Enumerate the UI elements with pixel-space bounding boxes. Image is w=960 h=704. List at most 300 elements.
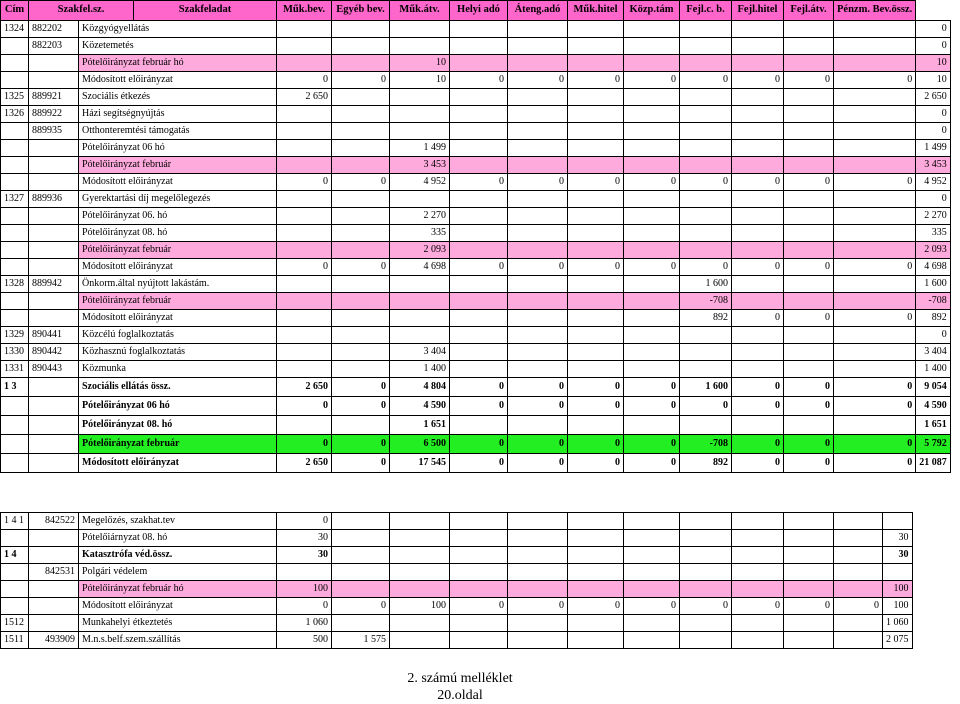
cell-muk-bev[interactable]: 2 650 xyxy=(277,378,332,397)
cell-egyeb-bev[interactable]: 0 xyxy=(332,72,390,89)
cell-muk-bev[interactable]: 30 xyxy=(277,530,332,547)
cell-cim[interactable] xyxy=(1,72,29,89)
cell-cim[interactable] xyxy=(1,598,29,615)
cell-fejl-hitel[interactable] xyxy=(732,157,784,174)
header-fejl-atv[interactable]: Fejl.átv. xyxy=(784,1,834,21)
cell-bev-ossz[interactable]: 30 xyxy=(883,530,913,547)
cell-szakfel[interactable]: 842522 xyxy=(29,513,79,530)
cell-empty[interactable] xyxy=(834,632,883,649)
cell-szakfeladat[interactable]: Módosított előirányzat xyxy=(79,310,277,327)
cell-helyi-ado[interactable] xyxy=(450,293,508,310)
cell-fejl-hitel[interactable]: 0 xyxy=(732,378,784,397)
cell-muk-bev[interactable]: 0 xyxy=(277,435,332,454)
cell-kozp-tam[interactable]: 0 xyxy=(624,259,680,276)
cell-szakfeladat[interactable]: Pótelőiárnyzat 08. hó xyxy=(79,530,277,547)
cell-fejl-hitel[interactable] xyxy=(732,361,784,378)
cell-fejl-atv[interactable] xyxy=(784,55,834,72)
cell-szakfeladat[interactable]: Pótelőirányzat 06. hó xyxy=(79,208,277,225)
cell-egyeb-bev[interactable] xyxy=(332,547,390,564)
cell-empty[interactable] xyxy=(508,615,568,632)
cell-kozp-tam[interactable]: 0 xyxy=(624,435,680,454)
cell-fejl-hitel[interactable] xyxy=(732,225,784,242)
cell-muk-atv[interactable] xyxy=(390,513,450,530)
cell-muk-atv[interactable] xyxy=(390,89,450,106)
cell-fejl-cb[interactable] xyxy=(680,38,732,55)
cell-fejl-atv[interactable]: 0 xyxy=(784,435,834,454)
cell-muk-bev[interactable] xyxy=(277,140,332,157)
cell-fejl-cb[interactable]: 1 600 xyxy=(680,276,732,293)
cell-helyi-ado[interactable]: 0 xyxy=(450,174,508,191)
cell-muk-atv[interactable] xyxy=(390,327,450,344)
cell-penzm[interactable] xyxy=(834,157,916,174)
cell-fejl-atv[interactable] xyxy=(784,123,834,140)
cell-muk-atv[interactable] xyxy=(390,581,450,598)
cell-ateng-ado[interactable] xyxy=(508,293,568,310)
cell-szakfeladat[interactable]: Szociális étkezés xyxy=(79,89,277,106)
cell-muk-hitel[interactable] xyxy=(568,157,624,174)
cell-muk-hitel[interactable]: 0 xyxy=(568,259,624,276)
cell-bev-ossz[interactable]: 2 075 xyxy=(883,632,913,649)
cell-helyi-ado[interactable] xyxy=(450,191,508,208)
cell-penzm[interactable] xyxy=(834,140,916,157)
cell-muk-hitel[interactable] xyxy=(568,21,624,38)
cell-fejl-atv[interactable]: 0 xyxy=(784,397,834,416)
cell-szakfeladat[interactable]: Közmunka xyxy=(79,361,277,378)
cell-muk-bev[interactable] xyxy=(277,123,332,140)
cell-cim[interactable]: 1326 xyxy=(1,106,29,123)
cell-muk-bev[interactable]: 30 xyxy=(277,547,332,564)
cell-muk-atv[interactable] xyxy=(390,547,450,564)
cell-egyeb-bev[interactable] xyxy=(332,276,390,293)
cell-fejl-hitel[interactable]: 0 xyxy=(732,598,784,615)
cell-muk-atv[interactable] xyxy=(390,276,450,293)
cell-fejl-hitel[interactable] xyxy=(732,106,784,123)
cell-penzm[interactable] xyxy=(834,361,916,378)
cell-fejl-cb[interactable] xyxy=(680,225,732,242)
cell-cim[interactable] xyxy=(1,530,29,547)
cell-muk-bev[interactable] xyxy=(277,310,332,327)
cell-muk-hitel[interactable] xyxy=(568,191,624,208)
cell-egyeb-bev[interactable]: 0 xyxy=(332,435,390,454)
cell-muk-bev[interactable] xyxy=(277,293,332,310)
cell-muk-atv[interactable] xyxy=(390,530,450,547)
cell-szakfeladat[interactable]: Polgári védelem xyxy=(79,564,277,581)
cell-empty[interactable] xyxy=(732,547,784,564)
cell-egyeb-bev[interactable] xyxy=(332,208,390,225)
cell-ateng-ado[interactable] xyxy=(508,416,568,435)
cell-szakfel[interactable]: 890442 xyxy=(29,344,79,361)
cell-empty[interactable] xyxy=(784,530,834,547)
cell-fejl-atv[interactable] xyxy=(784,38,834,55)
cell-muk-bev[interactable]: 0 xyxy=(277,598,332,615)
cell-empty[interactable] xyxy=(568,615,624,632)
cell-muk-bev[interactable] xyxy=(277,208,332,225)
cell-fejl-hitel[interactable] xyxy=(732,276,784,293)
cell-penzm[interactable]: 0 xyxy=(834,598,883,615)
cell-szakfeladat[interactable]: Megelőzés, szakhat.tev xyxy=(79,513,277,530)
cell-penzm[interactable] xyxy=(834,276,916,293)
cell-muk-bev[interactable]: 2 650 xyxy=(277,454,332,473)
cell-bev-ossz[interactable]: 3 404 xyxy=(916,344,951,361)
cell-muk-atv[interactable]: 6 500 xyxy=(390,435,450,454)
cell-muk-atv[interactable]: 1 400 xyxy=(390,361,450,378)
cell-helyi-ado[interactable] xyxy=(450,55,508,72)
cell-ateng-ado[interactable] xyxy=(508,327,568,344)
cell-egyeb-bev[interactable] xyxy=(332,513,390,530)
cell-kozp-tam[interactable]: 0 xyxy=(624,174,680,191)
cell-muk-atv[interactable]: 100 xyxy=(390,598,450,615)
cell-bev-ossz[interactable]: 100 xyxy=(883,581,913,598)
cell-fejl-hitel[interactable] xyxy=(732,416,784,435)
cell-empty[interactable] xyxy=(732,530,784,547)
cell-egyeb-bev[interactable] xyxy=(332,361,390,378)
cell-helyi-ado[interactable]: 0 xyxy=(450,259,508,276)
cell-kozp-tam[interactable] xyxy=(624,208,680,225)
cell-bev-ossz[interactable]: 335 xyxy=(916,225,951,242)
cell-empty[interactable] xyxy=(624,632,680,649)
cell-muk-hitel[interactable] xyxy=(568,242,624,259)
cell-szakfel[interactable] xyxy=(29,581,79,598)
cell-penzm[interactable]: 0 xyxy=(834,378,916,397)
cell-egyeb-bev[interactable]: 0 xyxy=(332,378,390,397)
cell-szakfeladat[interactable]: Közgyógyellátás xyxy=(79,21,277,38)
cell-ateng-ado[interactable]: 0 xyxy=(508,174,568,191)
header-penzm-bev-ossz[interactable] xyxy=(834,1,916,21)
cell-szakfeladat[interactable]: Szociális ellátás össz. xyxy=(79,378,277,397)
cell-penzm[interactable] xyxy=(834,21,916,38)
cell-szakfeladat[interactable]: Házi segítségnyújtás xyxy=(79,106,277,123)
cell-szakfel[interactable] xyxy=(29,615,79,632)
cell-fejl-atv[interactable]: 0 xyxy=(784,454,834,473)
cell-ateng-ado[interactable] xyxy=(508,361,568,378)
cell-helyi-ado[interactable] xyxy=(450,140,508,157)
cell-penzm[interactable]: 0 xyxy=(834,72,916,89)
cell-cim[interactable] xyxy=(1,435,29,454)
cell-bev-ossz[interactable]: 3 453 xyxy=(916,157,951,174)
cell-empty[interactable] xyxy=(450,530,508,547)
cell-muk-atv[interactable] xyxy=(390,191,450,208)
cell-muk-bev[interactable] xyxy=(277,55,332,72)
header-kozp-tam[interactable]: Közp.tám xyxy=(624,1,680,21)
cell-kozp-tam[interactable] xyxy=(624,416,680,435)
cell-szakfel[interactable] xyxy=(29,140,79,157)
cell-empty[interactable] xyxy=(732,564,784,581)
cell-empty[interactable] xyxy=(680,564,732,581)
cell-fejl-atv[interactable] xyxy=(784,276,834,293)
cell-kozp-tam[interactable] xyxy=(624,310,680,327)
cell-szakfel[interactable]: 889942 xyxy=(29,276,79,293)
cell-muk-hitel[interactable]: 0 xyxy=(568,174,624,191)
cell-fejl-cb[interactable] xyxy=(680,106,732,123)
cell-penzm[interactable] xyxy=(834,327,916,344)
cell-cim[interactable]: 1325 xyxy=(1,89,29,106)
cell-kozp-tam[interactable]: 0 xyxy=(624,454,680,473)
cell-empty[interactable] xyxy=(784,547,834,564)
cell-ateng-ado[interactable] xyxy=(508,225,568,242)
cell-ateng-ado[interactable] xyxy=(508,191,568,208)
cell-ateng-ado[interactable]: 0 xyxy=(508,397,568,416)
cell-szakfeladat[interactable]: Közcélú foglalkoztatás xyxy=(79,327,277,344)
cell-szakfel[interactable]: 882203 xyxy=(29,38,79,55)
cell-empty[interactable] xyxy=(834,581,883,598)
cell-empty[interactable] xyxy=(568,513,624,530)
cell-ateng-ado[interactable] xyxy=(508,106,568,123)
header-muk-bev[interactable]: Műk.bev. xyxy=(277,1,332,21)
cell-szakfeladat[interactable]: Módosított előirányzat xyxy=(79,72,277,89)
cell-fejl-cb[interactable] xyxy=(680,327,732,344)
cell-fejl-atv[interactable]: 0 xyxy=(784,598,834,615)
cell-empty[interactable] xyxy=(834,564,883,581)
cell-cim[interactable] xyxy=(1,581,29,598)
cell-fejl-cb[interactable] xyxy=(680,242,732,259)
cell-bev-ossz[interactable]: 0 xyxy=(916,106,951,123)
cell-empty[interactable] xyxy=(784,615,834,632)
cell-cim[interactable] xyxy=(1,310,29,327)
cell-egyeb-bev[interactable] xyxy=(332,530,390,547)
cell-ateng-ado[interactable] xyxy=(508,140,568,157)
cell-bev-ossz[interactable]: 1 400 xyxy=(916,361,951,378)
cell-penzm[interactable] xyxy=(834,191,916,208)
cell-penzm[interactable]: 0 xyxy=(834,310,916,327)
cell-helyi-ado[interactable] xyxy=(450,208,508,225)
cell-muk-atv[interactable]: 3 453 xyxy=(390,157,450,174)
cell-ateng-ado[interactable] xyxy=(508,276,568,293)
cell-empty[interactable] xyxy=(450,581,508,598)
cell-penzm[interactable] xyxy=(834,106,916,123)
header-helyi-ado[interactable]: Helyi adó xyxy=(450,1,508,21)
cell-fejl-cb[interactable] xyxy=(680,21,732,38)
cell-muk-atv[interactable]: 2 270 xyxy=(390,208,450,225)
cell-fejl-hitel[interactable] xyxy=(732,21,784,38)
cell-empty[interactable] xyxy=(450,513,508,530)
cell-helyi-ado[interactable] xyxy=(450,416,508,435)
cell-helyi-ado[interactable] xyxy=(450,21,508,38)
cell-helyi-ado[interactable]: 0 xyxy=(450,72,508,89)
cell-muk-atv[interactable] xyxy=(390,564,450,581)
cell-empty[interactable] xyxy=(624,530,680,547)
cell-bev-ossz[interactable]: 0 xyxy=(916,21,951,38)
cell-fejl-hitel[interactable]: 0 xyxy=(732,435,784,454)
cell-muk-hitel[interactable] xyxy=(568,361,624,378)
cell-fejl-cb[interactable] xyxy=(680,191,732,208)
cell-empty[interactable] xyxy=(680,547,732,564)
cell-kozp-tam[interactable] xyxy=(624,344,680,361)
cell-helyi-ado[interactable] xyxy=(450,225,508,242)
cell-penzm[interactable] xyxy=(834,38,916,55)
cell-cim[interactable] xyxy=(1,157,29,174)
cell-ateng-ado[interactable] xyxy=(508,242,568,259)
cell-muk-hitel[interactable] xyxy=(568,344,624,361)
cell-szakfeladat[interactable]: Pótelőirányzat 08. hó xyxy=(79,225,277,242)
cell-muk-hitel[interactable] xyxy=(568,106,624,123)
cell-szakfel[interactable] xyxy=(29,259,79,276)
cell-fejl-cb[interactable] xyxy=(680,208,732,225)
cell-fejl-atv[interactable]: 0 xyxy=(784,378,834,397)
cell-helyi-ado[interactable]: 0 xyxy=(450,397,508,416)
cell-bev-ossz[interactable]: 4 590 xyxy=(916,397,951,416)
cell-empty[interactable] xyxy=(568,632,624,649)
cell-kozp-tam[interactable] xyxy=(624,361,680,378)
cell-fejl-hitel[interactable]: 0 xyxy=(732,72,784,89)
cell-fejl-cb[interactable] xyxy=(680,140,732,157)
cell-fejl-cb[interactable] xyxy=(680,89,732,106)
cell-bev-ossz[interactable]: 10 xyxy=(916,55,951,72)
cell-bev-ossz[interactable]: 9 054 xyxy=(916,378,951,397)
cell-fejl-hitel[interactable] xyxy=(732,242,784,259)
cell-fejl-cb[interactable] xyxy=(680,344,732,361)
cell-szakfeladat[interactable]: Pótelőirányzat február xyxy=(79,242,277,259)
cell-kozp-tam[interactable]: 0 xyxy=(624,598,680,615)
cell-empty[interactable] xyxy=(568,581,624,598)
cell-cim[interactable]: 1 3 xyxy=(1,378,29,397)
cell-bev-ossz[interactable]: 1 499 xyxy=(916,140,951,157)
cell-penzm[interactable] xyxy=(834,55,916,72)
cell-empty[interactable] xyxy=(624,615,680,632)
cell-fejl-cb[interactable]: 0 xyxy=(680,259,732,276)
cell-kozp-tam[interactable] xyxy=(624,191,680,208)
cell-szakfeladat[interactable]: Munkahelyi étkeztetés xyxy=(79,615,277,632)
cell-muk-bev[interactable]: 0 xyxy=(277,397,332,416)
cell-fejl-hitel[interactable] xyxy=(732,208,784,225)
cell-muk-bev[interactable] xyxy=(277,38,332,55)
cell-fejl-atv[interactable] xyxy=(784,106,834,123)
cell-empty[interactable] xyxy=(450,615,508,632)
cell-kozp-tam[interactable] xyxy=(624,106,680,123)
cell-empty[interactable] xyxy=(732,513,784,530)
cell-helyi-ado[interactable] xyxy=(450,157,508,174)
cell-egyeb-bev[interactable] xyxy=(332,293,390,310)
cell-empty[interactable] xyxy=(834,615,883,632)
cell-empty[interactable] xyxy=(680,581,732,598)
cell-kozp-tam[interactable]: 0 xyxy=(624,397,680,416)
cell-egyeb-bev[interactable]: 1 575 xyxy=(332,632,390,649)
cell-szakfel[interactable] xyxy=(29,397,79,416)
cell-muk-bev[interactable] xyxy=(277,361,332,378)
cell-muk-atv[interactable] xyxy=(390,38,450,55)
cell-muk-bev[interactable]: 500 xyxy=(277,632,332,649)
cell-helyi-ado[interactable] xyxy=(450,327,508,344)
cell-muk-atv[interactable] xyxy=(390,293,450,310)
cell-fejl-atv[interactable] xyxy=(784,225,834,242)
cell-bev-ossz[interactable]: -708 xyxy=(916,293,951,310)
cell-szakfeladat[interactable]: Pótelőirányzat február xyxy=(79,435,277,454)
cell-kozp-tam[interactable] xyxy=(624,157,680,174)
cell-fejl-atv[interactable] xyxy=(784,140,834,157)
cell-szakfeladat[interactable]: Módosított előirányzat xyxy=(79,454,277,473)
cell-kozp-tam[interactable] xyxy=(624,327,680,344)
cell-fejl-cb[interactable]: 0 xyxy=(680,598,732,615)
cell-cim[interactable]: 1512 xyxy=(1,615,29,632)
cell-szakfeladat[interactable]: Pótelőirányzat 06 hó xyxy=(79,397,277,416)
cell-empty[interactable] xyxy=(834,513,883,530)
cell-muk-hitel[interactable] xyxy=(568,293,624,310)
cell-bev-ossz[interactable] xyxy=(883,564,913,581)
cell-fejl-hitel[interactable]: 0 xyxy=(732,454,784,473)
cell-szakfel[interactable] xyxy=(29,174,79,191)
cell-fejl-hitel[interactable] xyxy=(732,327,784,344)
cell-empty[interactable] xyxy=(784,564,834,581)
cell-muk-bev[interactable] xyxy=(277,21,332,38)
cell-szakfeladat[interactable]: Otthonteremtési támogatás xyxy=(79,123,277,140)
cell-penzm[interactable] xyxy=(834,293,916,310)
cell-cim[interactable] xyxy=(1,397,29,416)
cell-fejl-hitel[interactable]: 0 xyxy=(732,174,784,191)
cell-szakfel[interactable]: 889922 xyxy=(29,106,79,123)
cell-empty[interactable] xyxy=(784,581,834,598)
cell-szakfel[interactable] xyxy=(29,530,79,547)
cell-ateng-ado[interactable] xyxy=(508,157,568,174)
cell-kozp-tam[interactable] xyxy=(624,242,680,259)
cell-szakfel[interactable]: 842531 xyxy=(29,564,79,581)
header-fejl-hitel[interactable]: Fejl.hitel xyxy=(732,1,784,21)
cell-empty[interactable] xyxy=(624,513,680,530)
cell-szakfeladat[interactable]: Módosított előirányzat xyxy=(79,174,277,191)
cell-bev-ossz[interactable]: 4 952 xyxy=(916,174,951,191)
cell-muk-atv[interactable]: 4 590 xyxy=(390,397,450,416)
cell-penzm[interactable] xyxy=(834,225,916,242)
cell-fejl-cb[interactable] xyxy=(680,123,732,140)
cell-helyi-ado[interactable] xyxy=(450,242,508,259)
cell-penzm[interactable] xyxy=(834,123,916,140)
cell-bev-ossz[interactable]: 100 xyxy=(883,598,913,615)
cell-empty[interactable] xyxy=(624,564,680,581)
cell-egyeb-bev[interactable] xyxy=(332,564,390,581)
cell-ateng-ado[interactable] xyxy=(508,123,568,140)
cell-fejl-atv[interactable] xyxy=(784,242,834,259)
cell-egyeb-bev[interactable] xyxy=(332,191,390,208)
cell-cim[interactable]: 1331 xyxy=(1,361,29,378)
cell-empty[interactable] xyxy=(508,581,568,598)
cell-helyi-ado[interactable] xyxy=(450,106,508,123)
cell-egyeb-bev[interactable] xyxy=(332,89,390,106)
cell-muk-bev[interactable] xyxy=(277,564,332,581)
cell-muk-hitel[interactable]: 0 xyxy=(568,72,624,89)
cell-szakfel[interactable]: 493909 xyxy=(29,632,79,649)
cell-fejl-hitel[interactable] xyxy=(732,123,784,140)
cell-egyeb-bev[interactable]: 0 xyxy=(332,598,390,615)
cell-muk-atv[interactable] xyxy=(390,106,450,123)
cell-fejl-atv[interactable] xyxy=(784,416,834,435)
cell-muk-atv[interactable]: 3 404 xyxy=(390,344,450,361)
cell-empty[interactable] xyxy=(624,547,680,564)
cell-cim[interactable]: 1 4 1 xyxy=(1,513,29,530)
cell-muk-hitel[interactable] xyxy=(568,327,624,344)
cell-muk-hitel[interactable]: 0 xyxy=(568,435,624,454)
cell-egyeb-bev[interactable]: 0 xyxy=(332,259,390,276)
cell-muk-bev[interactable] xyxy=(277,327,332,344)
cell-bev-ossz[interactable]: 21 087 xyxy=(916,454,951,473)
cell-empty[interactable] xyxy=(624,581,680,598)
cell-muk-hitel[interactable] xyxy=(568,38,624,55)
cell-bev-ossz[interactable]: 0 xyxy=(916,327,951,344)
cell-muk-atv[interactable]: 4 952 xyxy=(390,174,450,191)
cell-muk-atv[interactable]: 1 651 xyxy=(390,416,450,435)
cell-empty[interactable] xyxy=(732,615,784,632)
cell-muk-bev[interactable] xyxy=(277,157,332,174)
cell-egyeb-bev[interactable] xyxy=(332,242,390,259)
cell-ateng-ado[interactable]: 0 xyxy=(508,435,568,454)
header-muk-atv[interactable]: Műk.átv. xyxy=(390,1,450,21)
cell-szakfel[interactable] xyxy=(29,157,79,174)
cell-muk-hitel[interactable] xyxy=(568,123,624,140)
cell-ateng-ado[interactable]: 0 xyxy=(508,454,568,473)
cell-muk-hitel[interactable]: 0 xyxy=(568,454,624,473)
cell-bev-ossz[interactable]: 1 060 xyxy=(883,615,913,632)
cell-fejl-atv[interactable]: 0 xyxy=(784,174,834,191)
cell-empty[interactable] xyxy=(508,530,568,547)
cell-cim[interactable]: 1327 xyxy=(1,191,29,208)
cell-cim[interactable] xyxy=(1,564,29,581)
